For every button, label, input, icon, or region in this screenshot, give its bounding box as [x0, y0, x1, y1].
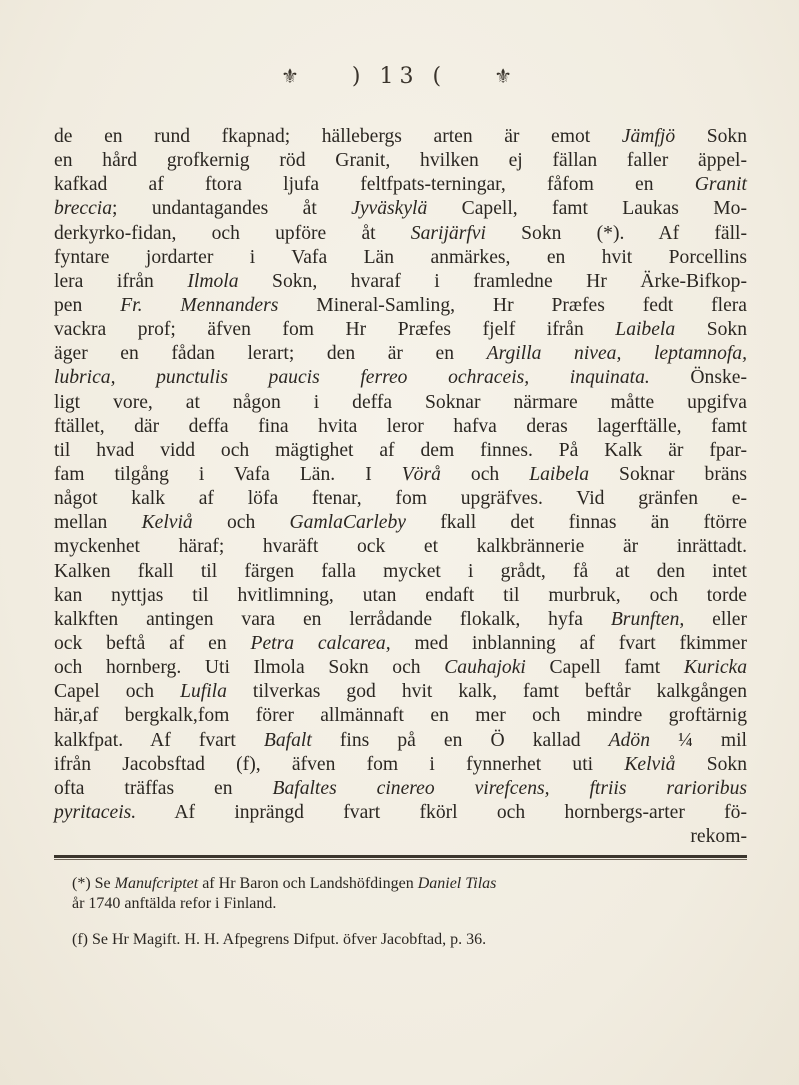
text-run: fam tilgång i Vafa Län. I	[54, 463, 402, 485]
text-line	[54, 246, 747, 270]
text-line	[54, 439, 747, 463]
footnote-line	[72, 930, 747, 950]
italic-text: Granit	[694, 174, 747, 196]
italic-text: Jämfjö	[621, 126, 676, 147]
text-line	[54, 197, 747, 221]
text-run: Capell, famt Laukas Mo-	[427, 198, 747, 220]
text-run: myckenhet häraf; hvaräft ock et kalkbrännerie är inrättadt.	[54, 536, 747, 558]
text-run: (*) Se	[72, 875, 115, 892]
text-run: kafkad af ftora ljufa feltfpats-terningar, fåfom en	[54, 174, 695, 196]
text-run: en hård grofkernig röd Granit, hvilken ej fällan faller äppel-	[54, 150, 747, 172]
text-run: här,af bergkalk,fom förer allmännaft en mer och mindre groftärnig	[54, 705, 747, 727]
page-number: ) 13 (	[351, 64, 448, 89]
italic-text: Petra calcarea,	[250, 632, 391, 654]
text-run: och hornberg. Uti Ilmola Sokn och	[54, 657, 445, 679]
text-line	[54, 704, 747, 728]
text-run: Sokn, hvaraf i framledne Hr Ärke-Bifkop-	[238, 270, 747, 292]
text-line	[54, 753, 747, 777]
text-run: ofta träffas en	[54, 777, 273, 799]
text-run: Soknar bräns	[589, 463, 747, 485]
text-line	[54, 608, 747, 632]
text-line	[54, 656, 747, 680]
text-line	[54, 366, 747, 390]
text-run: fyntare jordarter i Vafa Län anmärkes, en hvit Porcellins	[54, 246, 747, 268]
text-run: eller	[684, 608, 747, 630]
text-line	[54, 149, 747, 173]
italic-text: Kelviå	[624, 753, 676, 775]
text-line	[54, 632, 747, 656]
text-run: Sokn	[675, 753, 748, 775]
text-line	[54, 463, 747, 487]
text-run: äger en fådan lerart; den är en	[54, 343, 487, 365]
italic-text: Adön	[608, 729, 651, 751]
text-run: (f) Se Hr Magift. H. H. Afpegrens Difput. öfver Jacobftad, p. 36.	[72, 931, 487, 948]
footnote-rule	[54, 855, 747, 858]
text-run: kalkfpat. Af fvart	[54, 729, 264, 751]
text-line	[54, 294, 747, 318]
text-line	[54, 173, 747, 197]
italic-text: Lufila	[180, 681, 227, 703]
italic-text: Laibela	[615, 319, 676, 341]
text-run: de en rund fkapnad; hällebergs arten är emot	[54, 126, 622, 147]
text-line	[54, 511, 747, 535]
text-line	[54, 270, 747, 294]
text-run: fins på en Ö kallad	[311, 729, 609, 751]
italic-text: Bafaltes cinereo virefcens, ftriis rarioribus	[272, 777, 747, 799]
italic-text: Kuricka	[683, 657, 748, 679]
main-text-block	[54, 125, 747, 849]
footnote-line	[72, 874, 747, 894]
text-run: pen	[54, 294, 121, 316]
text-line	[54, 391, 747, 415]
italic-text: pyritaceis.	[54, 801, 137, 823]
text-line	[54, 535, 747, 559]
italic-text: Sarijärfvi	[410, 222, 486, 244]
text-run: ock beftå af en	[54, 632, 251, 654]
text-line	[54, 125, 747, 149]
text-run: Capel och	[54, 681, 181, 703]
italic-text: Argilla nivea, leptamnofa,	[486, 343, 748, 365]
italic-text: Ilmola	[187, 270, 239, 292]
text-run: ifrån Jacobsftad (f), äfven fom i fynnerhet uti	[54, 753, 625, 775]
page-header	[0, 64, 799, 89]
fleuron-left-icon: ⚜	[280, 64, 305, 88]
text-run: Sokn	[675, 126, 747, 147]
text-run: lera ifrån	[54, 270, 188, 292]
text-run: med inblanning af fvart fkimmer	[390, 632, 748, 654]
text-line	[54, 825, 747, 849]
text-line	[54, 342, 747, 366]
text-run: kan nyttjas til hvitlimning, utan endaft til murbruk, och torde	[54, 584, 747, 606]
text-run: derkyrko-fidan, och upföre åt	[54, 222, 411, 244]
text-run: Kalken fkall til färgen falla mycket i grådt, få at den intet	[54, 560, 747, 582]
italic-text: Vörå	[401, 463, 441, 485]
text-line	[54, 487, 747, 511]
text-run: Sokn	[675, 319, 747, 341]
text-run: fkall det finnas än ftörre	[406, 512, 747, 534]
text-run: och	[440, 463, 530, 485]
fleuron-right-icon: ⚜	[494, 64, 519, 88]
text-run: ftället, där deffa fina hvita leror hafva deras lagerftälle, famt	[54, 415, 747, 437]
italic-text: Jyväskylä	[351, 198, 428, 220]
text-run: år 1740 anftälda refor i Finland.	[72, 895, 277, 912]
footnotes-block	[72, 874, 747, 950]
text-line	[54, 560, 747, 584]
text-run: Af inprängd fvart fkörl och hornbergs-arter fö-	[136, 801, 747, 823]
text-line	[54, 680, 747, 704]
italic-text: Bafalt	[263, 729, 312, 751]
text-run: något kalk af löfa ftenar, fom upgräfves. Vid gränfen e-	[54, 488, 747, 510]
italic-text: Manufcriptet	[114, 875, 199, 892]
text-line	[54, 318, 747, 342]
text-line	[54, 415, 747, 439]
italic-text: Brunften,	[610, 608, 685, 630]
text-run: ; undantagandes åt	[112, 198, 352, 220]
text-line	[54, 777, 747, 801]
text-line	[54, 801, 747, 825]
italic-text: Daniel Tilas	[417, 875, 497, 892]
text-run: tilverkas god hvit kalk, famt beftår kalkgången	[226, 681, 747, 703]
text-run: til hvad vidd och mägtighet af dem finnes. På Kalk är fpar-	[54, 439, 747, 461]
italic-text: lubrica, punctulis paucis ferreo ochraceis, inquinata.	[54, 367, 650, 389]
italic-text: Cauhajoki	[444, 657, 526, 679]
text-run: Sokn (*). Af fäll-	[485, 222, 747, 244]
text-run: ligt vore, at någon i deffa Soknar närmare måtte upgifva	[54, 391, 747, 413]
text-run: rekom-	[690, 826, 747, 848]
text-run: af Hr Baron och Landshöfdingen	[198, 875, 418, 892]
text-line	[54, 729, 747, 753]
text-line	[54, 584, 747, 608]
text-run: mellan	[54, 512, 142, 534]
text-run: Capell famt	[525, 657, 684, 679]
text-run: kalkften antingen vara en lerrådande flokalk, hyfa	[54, 608, 611, 630]
text-run: ¼ mil	[650, 729, 748, 751]
text-run: Mineral-Samling, Hr Præfes fedt flera	[278, 294, 747, 316]
footnote-line	[72, 894, 747, 914]
text-run: och	[192, 512, 290, 534]
italic-text: Laibela	[529, 463, 590, 485]
text-line	[54, 222, 747, 246]
text-run: Önske-	[649, 367, 747, 389]
italic-text: Fr. Mennanders	[120, 294, 279, 316]
text-run: vackra prof; äfven fom Hr Præfes fjelf ifrån	[54, 319, 616, 341]
italic-text: breccia	[54, 198, 113, 220]
italic-text: Kelviå	[141, 512, 193, 534]
italic-text: GamlaCarleby	[289, 512, 406, 534]
footnote-rule-thin	[54, 859, 747, 860]
